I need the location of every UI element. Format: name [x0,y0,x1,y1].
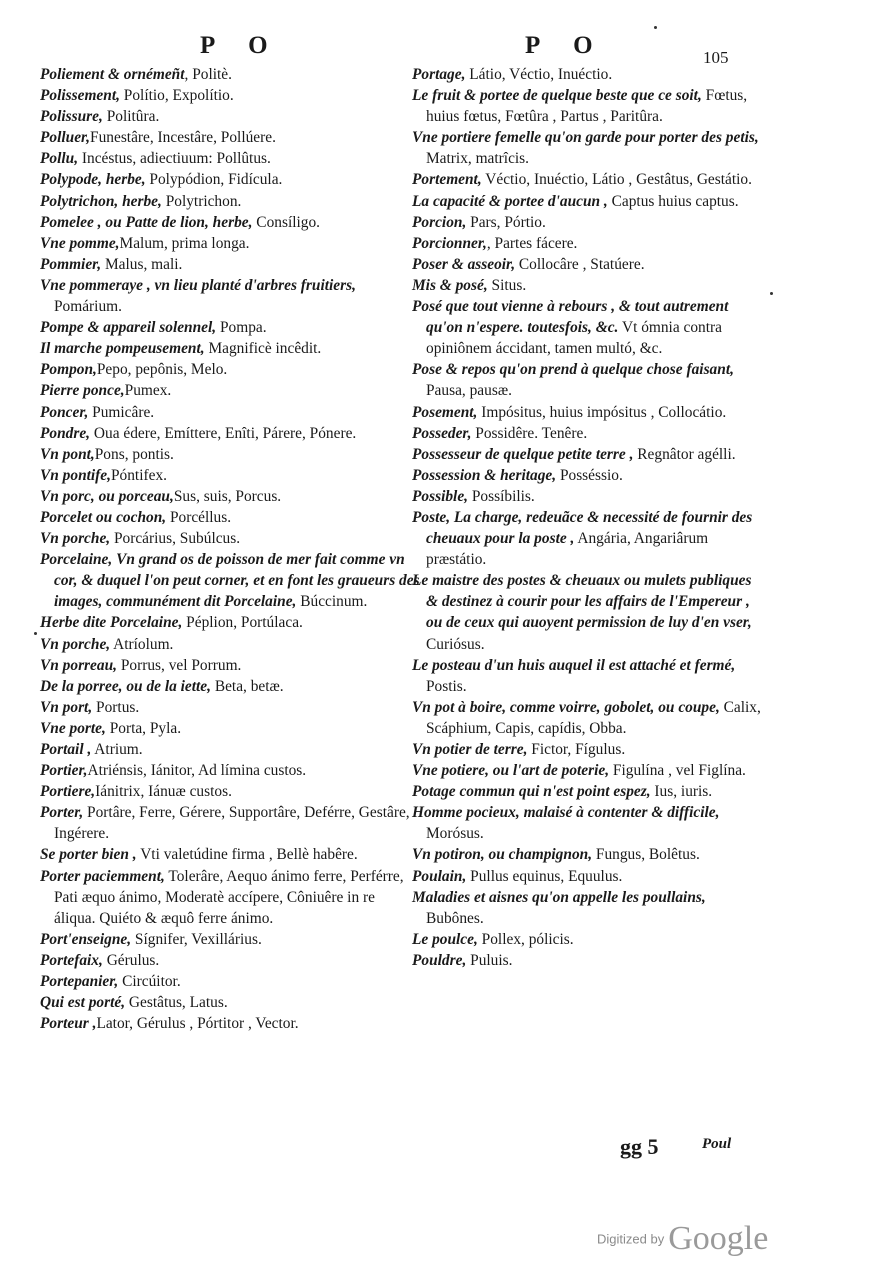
dictionary-entry [412,507,762,570]
entry-headword: Maladies et aisnes qu'on appelle les poullains, [412,888,706,906]
entry-translation: Pepo, pepônis, Melo. [96,361,228,379]
dictionary-entry [412,254,762,275]
dictionary-entry [40,718,420,739]
dictionary-entry [40,844,420,865]
entry-headword: Posement, [412,403,478,421]
entry-headword: Possible, [412,487,469,505]
dictionary-entry [412,402,762,423]
entry-translation: Porta, Pyla. [105,719,182,737]
dictionary-entry [412,950,762,971]
entry-headword: Vn pont, [40,445,95,463]
entry-headword: Vn port, [40,698,93,716]
entry-translation: Porrus, vel Porrum. [116,656,242,674]
entry-headword: Vn porc, ou porceau, [40,487,174,505]
entry-translation: Possidêre. Tenêre. [471,424,588,442]
entry-headword: De la porree, ou de la iette, [40,677,211,695]
entry-headword: Pompon, [40,361,97,379]
entry-translation: Pons, pontis. [94,445,174,463]
dictionary-entry [40,697,420,718]
entry-translation: Pompa. [216,319,267,337]
dictionary-entry [412,802,762,844]
entry-headword: Vne potiere, ou l'art de poterie, [412,762,610,780]
entry-headword: Porcelet ou cochon, [40,508,167,526]
entry-headword: Posseder, [412,424,472,442]
dictionary-entry [40,106,420,127]
dictionary-entry [40,992,420,1013]
entry-headword: Pommier, [40,255,102,273]
entry-headword: Vn porche, [40,530,111,548]
digitized-by-google-watermark [597,1220,768,1258]
entry-translation: Lator, Gérulus , Pórtitor , Vector. [96,1015,299,1033]
entry-headword: Porcionner, [412,234,487,252]
entry-headword: Le poulce, [412,930,478,948]
entry-translation: Atrium. [91,741,143,758]
dictionary-entry [412,781,762,802]
dictionary-entry [40,929,420,950]
entry-translation: Curiósus. [426,635,485,653]
entry-headword: Mis & posé, [412,276,488,294]
entry-headword: Il marche pompeusement, [40,340,205,358]
entry-translation: Fungus, Bolêtus. [592,846,700,864]
entry-headword: Vn porreau, [40,656,117,674]
entry-translation: Figulína , vel Figlína. [609,762,746,780]
entry-headword: Pose & repos qu'on prend à quelque chose faisant, [412,361,734,379]
entry-headword: Portement, [412,171,482,189]
entry-translation: Angária, Angariârum præstátio. [426,530,709,569]
entry-translation: Vti valetúdine firma , Bellè habêre. [136,846,358,864]
dictionary-entry [40,676,420,697]
entry-translation: Póntifex. [110,466,167,484]
entry-translation: Atríolum. [110,635,174,653]
entry-headword: Pomelee , ou Patte de lion, herbe, [40,213,253,231]
entry-headword: Vne porte, [40,719,106,737]
dictionary-entry [40,423,420,444]
right-column [412,64,762,971]
entry-translation: Polypódion, Fidícula. [145,171,283,189]
dictionary-entry [40,127,420,148]
dictionary-entry [412,275,762,296]
dictionary-entry [40,760,420,781]
entry-translation: Pars, Pórtio. [466,213,546,231]
entry-headword: Pouldre, [412,951,467,969]
dictionary-entry [412,64,762,85]
entry-headword: Vn potier de terre, [412,741,528,758]
entry-translation: Oua édere, Emíttere, Enîti, Párere, Pónere. [90,424,357,442]
dictionary-entry [412,465,762,486]
dictionary-entry [412,127,762,169]
ink-speck [770,292,773,295]
dictionary-entry [412,233,762,254]
dictionary-entry [412,486,762,507]
entry-headword: Porter paciemment, [40,867,165,885]
entry-translation: , Partes fácere. [486,234,578,252]
dictionary-entry [412,212,762,233]
dictionary-entry [40,971,420,992]
dictionary-entry [40,380,420,401]
dictionary-entry [40,781,420,802]
entry-translation: Pollex, pólicis. [477,930,574,948]
entry-headword: Polytrichon, herbe, [40,192,162,210]
signature-mark: gg 5 [620,1134,659,1159]
dictionary-entry [412,570,762,654]
entry-translation: Gestâtus, Latus. [125,994,228,1012]
entry-translation: Pullus equinus, Equulus. [466,867,623,885]
entry-headword: Porcelaine, Vn grand os de poisson de mer fait comme vn cor, & duquel l'on peut corner, et en font les graueurs des images, communément dit Porcelaine, [40,551,420,611]
entry-headword: Portepanier, [40,973,119,991]
dictionary-entry [412,169,762,190]
entry-translation: Impósitus, huius impósitus , Collocátio. [477,403,727,421]
entry-headword: Vn potiron, ou champignon, [412,846,593,864]
dictionary-entry [40,85,420,106]
dictionary-entry [40,612,420,633]
dictionary-entry [40,169,420,190]
entry-headword: Porter, [40,804,84,822]
entry-headword: Port'enseigne, [40,930,132,948]
entry-translation: Fœtus, huius fœtus, Fœtûra , Partus , Paritûra. [426,87,748,126]
entry-translation: Pausa, pausæ. [426,382,512,400]
entry-headword: Portiere, [40,783,96,801]
dictionary-entry [412,85,762,127]
entry-translation: Pumex. [124,382,172,400]
entry-translation: Polítio, Expolítio. [119,87,234,105]
ink-speck [34,632,37,635]
entry-translation: Portus. [92,698,140,716]
page-number: 105 [703,48,729,67]
entry-headword: Possession & heritage, [412,466,557,484]
entry-headword: Poste, La charge, redeuãce & necessité de fournir des cheuaux pour la poste , [412,508,753,548]
entry-translation: Possíbilis. [468,487,535,505]
dictionary-entry [412,929,762,950]
entry-translation: Vt ómnia contra opiniônem áccidant, tamen multó, &c. [426,319,722,358]
entry-translation: Magnificè incêdit. [204,340,322,358]
entry-headword: Vne pomme, [40,234,120,252]
dictionary-entry [40,486,420,507]
dictionary-entry [40,338,420,359]
entry-headword: Vne pommeraye , vn lieu planté d'arbres fruitiers, [40,276,356,294]
entry-headword: Posé que tout vienne à rebours , & tout autrement qu'on n'espere. toutesfois, &c. [412,298,729,337]
entry-translation: Péplion, Portúlaca. [182,614,303,632]
left-column [40,64,420,1034]
entry-headword: Poulain, [412,867,467,885]
entry-translation: Gérulus. [102,951,160,969]
entry-translation: Fictor, Fígulus. [527,741,626,758]
google-logo: Google [668,1220,769,1257]
dictionary-entry [412,866,762,887]
entry-translation: Puluis. [466,951,513,969]
entry-headword: Polissement, [40,87,120,105]
dictionary-entry [412,423,762,444]
dictionary-entry [40,212,420,233]
entry-headword: Potage commun qui n'est point espez, [412,783,651,801]
entry-headword: La capacité & portee d'aucun , [412,192,608,210]
entry-translation: Captus huius captus. [607,192,739,210]
dictionary-entry [40,254,420,275]
entry-headword: Portier, [40,762,88,780]
entry-headword: Pollu, [40,150,79,168]
entry-translation: Búccinum. [296,593,368,611]
entry-translation: Beta, betæ. [210,677,284,695]
entry-headword: Portefaix, [40,951,103,969]
dictionary-entry [412,444,762,465]
entry-translation: Collocâre , Statúere. [515,255,645,273]
dictionary-entry [40,655,420,676]
entry-headword: Vn pot à boire, comme voirre, gobolet, ou coupe, [412,698,720,716]
dictionary-entry [412,760,762,781]
entry-translation: Calix, Scáphium, Capis, capídis, Obba. [426,698,761,737]
dictionary-entry [40,148,420,169]
dictionary-entry [412,887,762,929]
entry-translation: Látio, Véctio, Inuéctio. [465,66,613,83]
running-head-left: P O [200,32,282,59]
entry-headword: Portage, [412,66,466,83]
entry-translation: Politûra. [102,108,160,126]
entry-headword: Homme pocieux, malaisé à contenter & difficile, [412,804,720,822]
entry-translation: Porcárius, Subúlcus. [110,530,241,548]
entry-headword: Pierre ponce, [40,382,125,400]
entry-headword: Poliement & ornémeñt [40,66,185,83]
entry-headword: Vne portiere femelle qu'on garde pour porter des petis, [412,129,759,147]
entry-headword: Portail , [40,741,92,758]
entry-headword: Le posteau d'un huis auquel il est attaché et fermé, [412,656,736,674]
entry-headword: Poser & asseoir, [412,255,516,273]
dictionary-entry [40,317,420,338]
entry-translation: Matrix, matrîcis. [426,150,530,168]
dictionary-entry [412,296,762,359]
entry-translation: Sus, suis, Porcus. [173,487,282,505]
entry-headword: Le maistre des postes & cheuaux ou mulets publiques & destinez à courir pour les affairs de l'Empereur , ou de ceux qui auoyent permission de luy d'en vser, [412,572,752,632]
entry-translation: Regnâtor agélli. [633,445,736,463]
entry-headword: Polissure, [40,108,103,126]
entry-headword: Qui est porté, [40,994,126,1012]
entry-translation: Incéstus, adiectiuum: Pollûtus. [78,150,271,168]
dictionary-entry [412,191,762,212]
entry-translation: Funestâre, Incestâre, Pollúere. [90,129,276,147]
watermark-prefix: Digitized by [597,1231,665,1247]
dictionary-entry [40,402,420,423]
dictionary-entry [40,634,420,655]
entry-translation: Pumicâre. [88,403,155,421]
entry-translation: Morósus. [426,825,484,843]
dictionary-entry [412,655,762,697]
entry-headword: Se porter bien , [40,846,137,864]
dictionary-entry [40,444,420,465]
entry-headword: Pondre, [40,424,91,442]
dictionary-entry [40,528,420,549]
entry-headword: Vn porche, [40,635,111,653]
entry-translation: Polytrichon. [161,192,242,210]
entry-headword: Herbe dite Porcelaine, [40,614,183,632]
dictionary-entry [40,1013,420,1034]
entry-translation: Portâre, Ferre, Gérere, Supportâre, Deférre, Gestâre, Ingérere. [54,804,410,843]
dictionary-entry [412,844,762,865]
entry-translation: Posséssio. [556,466,623,484]
entry-translation: Atriénsis, Iánitor, Ad límina custos. [87,762,307,780]
entry-headword: Porcion, [412,213,467,231]
entry-translation: Situs. [487,276,527,294]
entry-translation: Malus, mali. [101,255,183,273]
entry-translation: Postis. [426,677,467,695]
entry-translation: Sígnifer, Vexillárius. [131,930,262,948]
ink-speck [654,26,657,29]
entry-headword: Pompe & appareil solennel, [40,319,217,337]
entry-headword: Vn pontife, [40,466,111,484]
entry-headword: Possesseur de quelque petite terre , [412,445,634,463]
entry-translation: Malum, prima longa. [119,234,250,252]
entry-translation: , Politè. [184,66,232,83]
entry-translation: Bubônes. [426,909,484,927]
entry-translation: Circúitor. [118,973,181,991]
entry-headword: Poncer, [40,403,89,421]
dictionary-entry [412,739,762,760]
dictionary-entry [40,191,420,212]
dictionary-entry [412,359,762,401]
dictionary-entry [40,64,420,85]
dictionary-entry [412,697,762,739]
entry-translation: Ius, iuris. [650,783,713,801]
dictionary-entry [40,950,420,971]
dictionary-entry [40,866,420,929]
entry-headword: Polypode, herbe, [40,171,146,189]
catchword: Poul [702,1136,732,1152]
dictionary-entry [40,233,420,254]
entry-translation: Iánitrix, Iánuæ custos. [95,783,232,801]
entry-headword: Porteur , [40,1015,97,1033]
entry-translation: Pomárium. [54,298,122,316]
dictionary-entry [40,359,420,380]
entry-translation: Véctio, Inuéctio, Látio , Gestâtus, Gestátio. [481,171,752,189]
entry-headword: Le fruit & portee de quelque beste que ce soit, [412,87,702,105]
dictionary-entry [40,549,420,612]
dictionary-entry [40,465,420,486]
dictionary-entry [40,739,420,760]
dictionary-entry [40,507,420,528]
running-head-right: P O [525,32,607,59]
dictionary-entry [40,802,420,844]
entry-translation: Porcéllus. [166,508,232,526]
dictionary-entry [40,275,420,317]
entry-translation: Consíligo. [252,213,321,231]
entry-translation: Tolerâre, Aequo ánimo ferre, Perférre, Pati æquo ánimo, Moderatè accípere, Côniuêre in re áliqua. Quiéto & æquô ferre ánimo. [54,867,404,927]
entry-headword: Polluer, [40,129,91,147]
